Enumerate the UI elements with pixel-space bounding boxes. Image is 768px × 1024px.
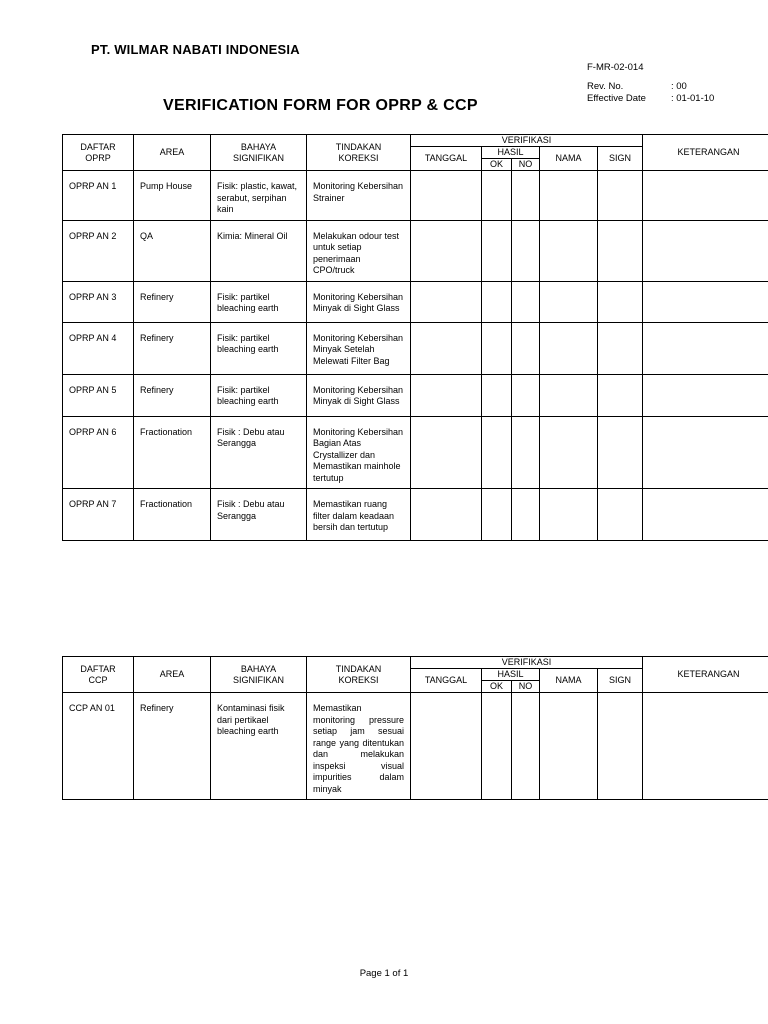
cell-bahaya: Fisik: partikel bleaching earth: [211, 281, 307, 322]
cell-bahaya: Fisik: plastic, kawat, serabut, serpihan kain: [211, 171, 307, 221]
cell-nama[interactable]: [540, 281, 598, 322]
cell-area: Refinery: [134, 281, 211, 322]
cell-keterangan[interactable]: [643, 171, 768, 221]
cell-sign[interactable]: [598, 374, 643, 416]
col-tindakan: TINDAKAN KOREKSI: [307, 657, 411, 693]
cell-ok[interactable]: [482, 693, 512, 800]
table-row: [63, 220, 768, 281]
table-row: [63, 416, 768, 489]
cell-no[interactable]: [512, 322, 540, 374]
cell-nama[interactable]: [540, 374, 598, 416]
cell-ok[interactable]: [482, 416, 512, 489]
cell-keterangan[interactable]: [643, 416, 768, 489]
col-keterangan: KETERANGAN: [643, 657, 768, 693]
cell-daftar: OPRP AN 6: [63, 416, 134, 489]
cell-daftar: OPRP AN 5: [63, 374, 134, 416]
cell-tindakan: Monitoring Kebersihan Minyak di Sight Glass: [307, 281, 411, 322]
cell-sign[interactable]: [598, 489, 643, 541]
cell-ok[interactable]: [482, 281, 512, 322]
rev-row: [587, 81, 714, 93]
col-area: AREA: [134, 657, 211, 693]
cell-daftar: CCP AN 01: [63, 693, 134, 800]
table-row: [63, 693, 768, 800]
cell-no[interactable]: [512, 374, 540, 416]
cell-tindakan: Monitoring Kebersihan Minyak Setelah Melewati Filter Bag: [307, 322, 411, 374]
cell-tanggal[interactable]: [411, 220, 482, 281]
ccp-header-row: [63, 657, 768, 669]
cell-bahaya: Kontaminasi fisik dari pertikael bleaching earth: [211, 693, 307, 800]
page-number: Page 1 of 1: [359, 968, 409, 979]
cell-tindakan: Monitoring Kebersihan Minyak di Sight Glass: [307, 374, 411, 416]
cell-daftar: OPRP AN 1: [63, 171, 134, 221]
company-name: PT. WILMAR NABATI INDONESIA: [91, 42, 300, 57]
cell-no[interactable]: [512, 220, 540, 281]
table-row: [63, 489, 768, 541]
cell-tindakan: Melakukan odour test untuk setiap penerimaan CPO/truck: [307, 220, 411, 281]
cell-tanggal[interactable]: [411, 416, 482, 489]
cell-tindakan: Monitoring Kebersihan Strainer: [307, 171, 411, 221]
cell-area: QA: [134, 220, 211, 281]
cell-bahaya: Fisik : Debu atau Serangga: [211, 489, 307, 541]
cell-tindakan: Monitoring Kebersihan Bagian Atas Crystallizer dan Memastikan mainhole tertutup: [307, 416, 411, 489]
cell-no[interactable]: [512, 693, 540, 800]
cell-bahaya: Kimia: Mineral Oil: [211, 220, 307, 281]
col-verifikasi: VERIFIKASI: [411, 657, 643, 669]
cell-area: Fractionation: [134, 489, 211, 541]
cell-tanggal[interactable]: [411, 171, 482, 221]
cell-tindakan: Memastikan ruang filter dalam keadaan bersih dan tertutup: [307, 489, 411, 541]
col-sign: SIGN: [598, 669, 643, 693]
cell-nama[interactable]: [540, 171, 598, 221]
col-daftar-oprp: DAFTAR OPRP: [63, 135, 134, 171]
col-verifikasi: VERIFIKASI: [411, 135, 643, 147]
cell-nama[interactable]: [540, 489, 598, 541]
col-no: NO: [512, 159, 540, 171]
cell-keterangan[interactable]: [643, 693, 768, 800]
col-keterangan: KETERANGAN: [643, 135, 768, 171]
cell-sign[interactable]: [598, 171, 643, 221]
table-row: [63, 374, 768, 416]
cell-tanggal[interactable]: [411, 374, 482, 416]
cell-ok[interactable]: [482, 374, 512, 416]
cell-sign[interactable]: [598, 220, 643, 281]
oprp-table: [62, 134, 768, 541]
cell-sign[interactable]: [598, 322, 643, 374]
effective-date-label: Effective Date: [587, 93, 646, 104]
cell-daftar: OPRP AN 4: [63, 322, 134, 374]
col-daftar-ccp: DAFTAR CCP: [63, 657, 134, 693]
cell-nama[interactable]: [540, 220, 598, 281]
cell-ok[interactable]: [482, 322, 512, 374]
effective-date-row: [587, 93, 714, 105]
cell-keterangan[interactable]: [643, 322, 768, 374]
ccp-table: [62, 656, 768, 800]
cell-tindakan: Memastikan monitoring pressure setiap jam sesuai range yang ditentukan dan melakukan inspeksi visual impurities dalam minyak: [307, 693, 411, 800]
cell-bahaya: Fisik: partikel bleaching earth: [211, 322, 307, 374]
cell-nama[interactable]: [540, 322, 598, 374]
col-bahaya: BAHAYA SIGNIFIKAN: [211, 135, 307, 171]
rev-value: : 00: [671, 81, 687, 92]
cell-no[interactable]: [512, 171, 540, 221]
cell-bahaya: Fisik : Debu atau Serangga: [211, 416, 307, 489]
cell-sign[interactable]: [598, 693, 643, 800]
cell-area: Fractionation: [134, 416, 211, 489]
cell-keterangan[interactable]: [643, 489, 768, 541]
cell-keterangan[interactable]: [643, 374, 768, 416]
cell-keterangan[interactable]: [643, 281, 768, 322]
cell-daftar: OPRP AN 3: [63, 281, 134, 322]
cell-keterangan[interactable]: [643, 220, 768, 281]
table-row: [63, 322, 768, 374]
cell-no[interactable]: [512, 281, 540, 322]
cell-no[interactable]: [512, 416, 540, 489]
cell-bahaya: Fisik: partikel bleaching earth: [211, 374, 307, 416]
col-ok: OK: [482, 681, 512, 693]
cell-ok[interactable]: [482, 489, 512, 541]
col-sign: SIGN: [598, 147, 643, 171]
effective-date-value: : 01-01-10: [671, 93, 715, 104]
col-tindakan: TINDAKAN KOREKSI: [307, 135, 411, 171]
cell-tanggal[interactable]: [411, 693, 482, 800]
col-area: AREA: [134, 135, 211, 171]
cell-sign[interactable]: [598, 416, 643, 489]
form-code: F-MR-02-014: [587, 62, 644, 73]
col-bahaya: BAHAYA SIGNIFIKAN: [211, 657, 307, 693]
revision-info: [587, 81, 714, 105]
cell-ok[interactable]: [482, 171, 512, 221]
col-tanggal: TANGGAL: [411, 147, 482, 171]
cell-daftar: OPRP AN 7: [63, 489, 134, 541]
col-ok: OK: [482, 159, 512, 171]
col-hasil: HASIL: [482, 147, 540, 159]
cell-ok[interactable]: [482, 220, 512, 281]
col-hasil: HASIL: [482, 669, 540, 681]
table-row: [63, 281, 768, 322]
col-no: NO: [512, 681, 540, 693]
col-nama: NAMA: [540, 669, 598, 693]
cell-sign[interactable]: [598, 281, 643, 322]
cell-area: Refinery: [134, 374, 211, 416]
cell-tanggal[interactable]: [411, 322, 482, 374]
oprp-header-row: [63, 135, 768, 147]
col-tanggal: TANGGAL: [411, 669, 482, 693]
cell-nama[interactable]: [540, 693, 598, 800]
cell-tanggal[interactable]: [411, 281, 482, 322]
cell-no[interactable]: [512, 489, 540, 541]
cell-daftar: OPRP AN 2: [63, 220, 134, 281]
rev-label: Rev. No.: [587, 81, 624, 92]
form-title: VERIFICATION FORM FOR OPRP & CCP: [163, 97, 478, 114]
cell-area: Refinery: [134, 693, 211, 800]
cell-area: Pump House: [134, 171, 211, 221]
cell-tanggal[interactable]: [411, 489, 482, 541]
col-nama: NAMA: [540, 147, 598, 171]
table-row: [63, 171, 768, 221]
cell-nama[interactable]: [540, 416, 598, 489]
cell-area: Refinery: [134, 322, 211, 374]
